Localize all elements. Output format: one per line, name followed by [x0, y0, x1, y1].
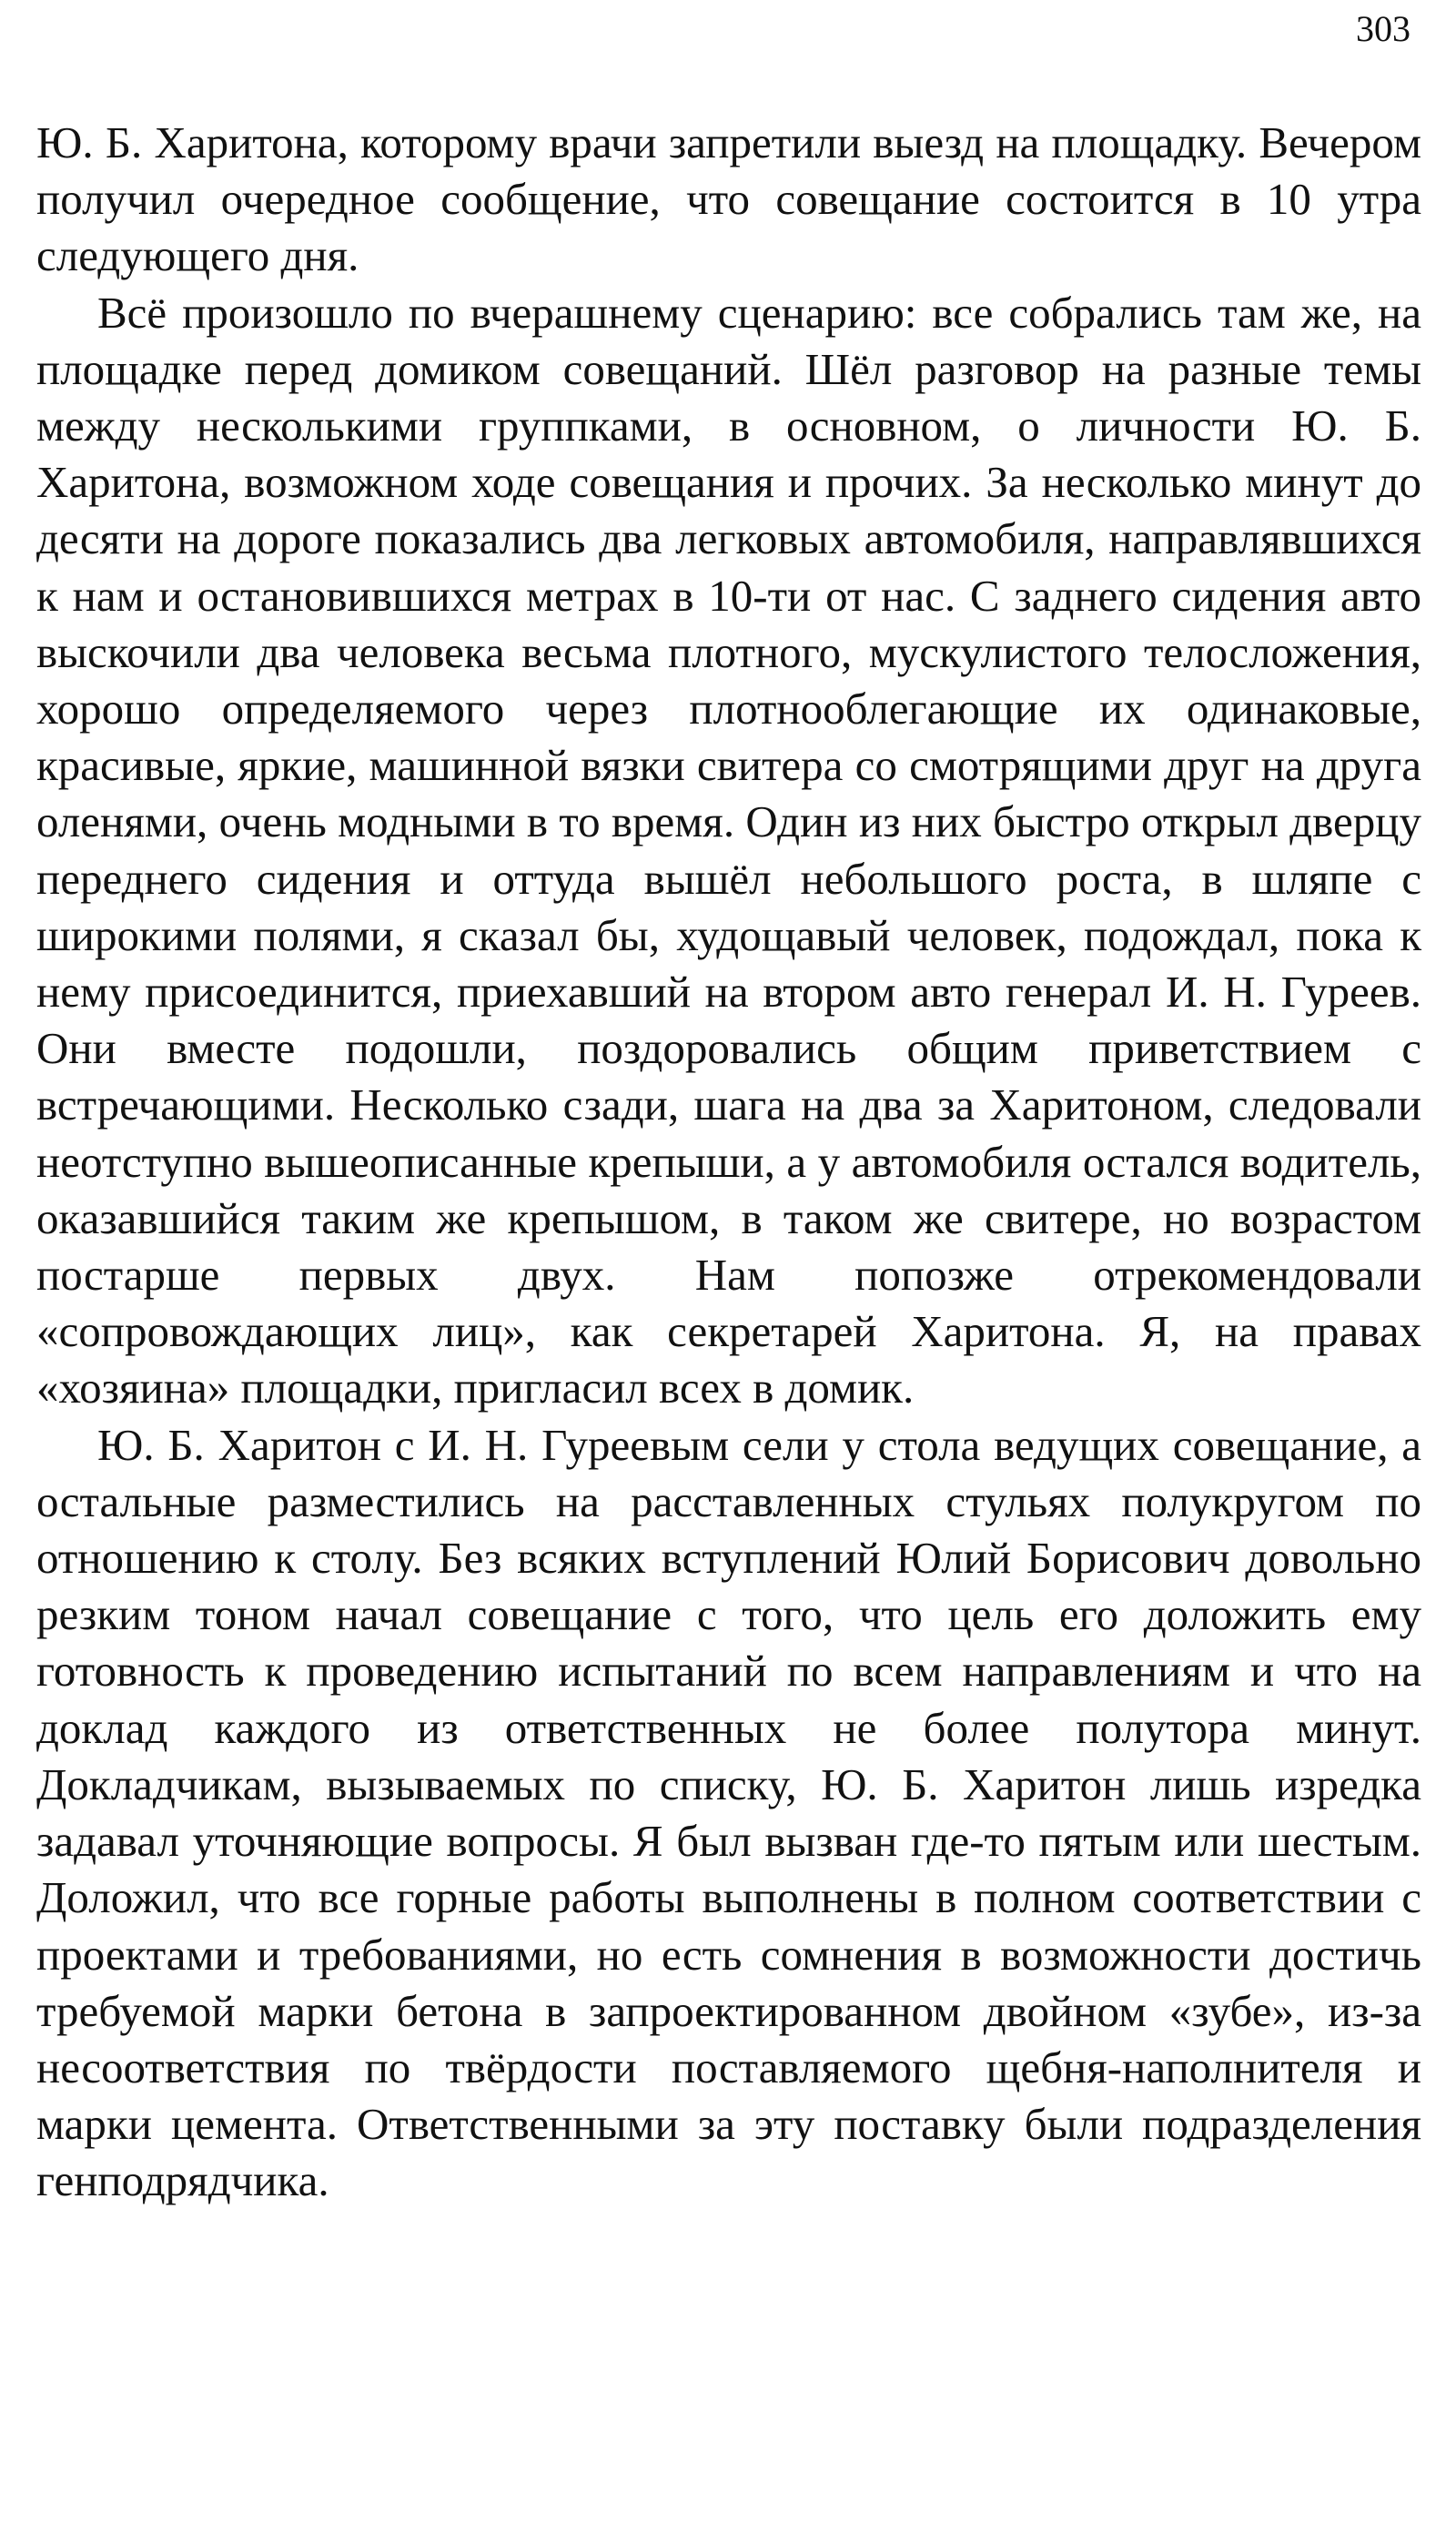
- text-block: [36, 115, 1421, 2210]
- paragraph-continuation: Ю. Б. Харитона, которому врачи запретили выезд на площадку. Вечером получил очередное сообщение, что совещание состоится в 10 утра следующего дня.: [36, 117, 1421, 281]
- page-number: 303: [1356, 8, 1410, 49]
- paragraph-arrival: Всё произошло по вчерашнему сценарию: все собрались там же, на площадке перед домиком совещаний. Шёл разговор на разные темы между несколькими группками, в основном, о личности Ю. Б. Харитона, возможном ходе совещания и прочих. За несколько минут до десяти на дороге показались два легковых автомобиля, направлявшихся к нам и остановившихся метрах в 10-ти от нас. С заднего сидения авто выскочили два человека весьма плотного, мускулистого телосложения, хорошо определяемого через плотнооблегающие их одинаковые, красивые, яркие, машинной вязки свитера со смотрящими друг на друга оленями, очень модными в то время. Один из них быстро открыл дверцу переднего сидения и оттуда вышёл небольшого роста, в шляпе с широкими полями, я сказал бы, худощавый человек, подождал, пока к нему присоединится, приехавший на втором авто генерал И. Н. Гуреев. Они вместе подошли, поздоровались общим приветствием с встречающими. Несколько сзади, шага на два за Харитоном, следовали неотступно вышеописанные крепыши, а у автомобиля остался водитель, оказавшийся таким же крепышом, в таком же свитере, но возрастом постарше первых двух. Нам попозже отрекомендовали «сопровождающих лиц», как секретарей Харитона. Я, на правах «хозяина» площадки, пригласил всех в домик.: [36, 287, 1421, 1413]
- paragraph-meeting: Ю. Б. Харитон с И. Н. Гуреевым сели у стола ведущих совещание, а остальные разместились на расставленных стульях полукругом по отношению к столу. Без всяких вступлений Юлий Борисович довольно резким тоном начал совещание с того, что цель его доложить ему готовность к проведению испытаний по всем направлениям и что на доклад каждого из ответственных не более полутора минут. Докладчикам, вызываемых по списку, Ю. Б. Харитон лишь изредка задавал уточняющие вопросы. Я был вызван где-то пятым или шестым. Доложил, что все горные работы выполнены в полном соответствии с проектами и требованиями, но есть сомнения в возможности достичь требуемой марки бетона в запроектированном двойном «зубе», из-за несоответствия по твёрдости поставляемого щебня-наполнителя и марки цемента. Ответственными за эту поставку были подразделения генподрядчика.: [36, 1419, 1421, 2206]
